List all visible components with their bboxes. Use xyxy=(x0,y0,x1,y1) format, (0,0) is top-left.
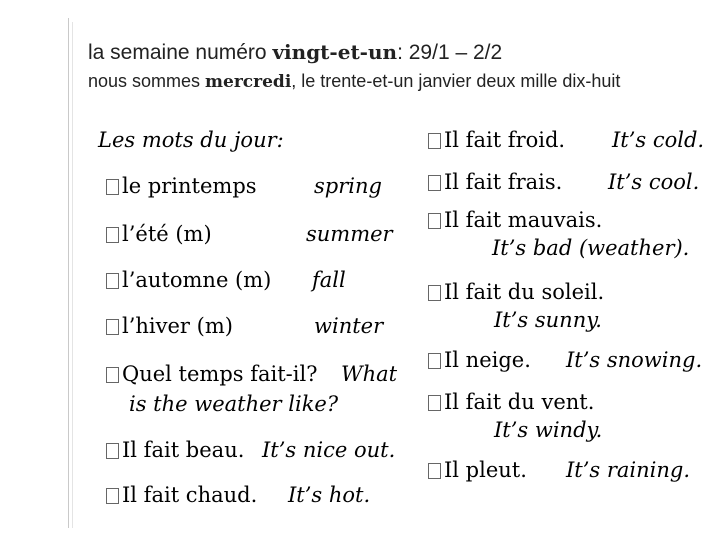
phrase-fr-beau xyxy=(106,438,244,462)
vocab-fr-text: l’hiver (m) xyxy=(122,314,233,338)
vocab-en-spring: spring xyxy=(314,174,382,198)
phrase-en-beau: It’s nice out. xyxy=(262,438,396,462)
bullet-box-icon xyxy=(428,133,441,149)
weather-fr-text: Il neige. xyxy=(444,348,531,372)
vocab-fr-text: le printemps xyxy=(122,174,257,198)
title-prefix: la semaine numéro xyxy=(88,41,273,64)
weather-fr-sunny xyxy=(428,280,604,304)
weather-fr-rain xyxy=(428,458,527,482)
weather-fr-text: Il pleut. xyxy=(444,458,527,482)
weather-en-wind: It’s windy. xyxy=(494,418,603,442)
bullet-box-icon xyxy=(428,213,441,229)
subtitle-prefix: nous sommes xyxy=(88,71,206,91)
bullet-box-icon xyxy=(106,319,119,335)
vocab-fr-winter xyxy=(106,314,233,338)
bullet-box-icon xyxy=(428,285,441,301)
bullet-box-icon xyxy=(106,227,119,243)
bullet-box-icon xyxy=(428,395,441,411)
bullet-box-icon xyxy=(106,273,119,289)
question-fr-text: Quel temps fait-il? xyxy=(122,362,318,386)
weather-fr-wind xyxy=(428,390,594,414)
weather-en-cold: It’s cold. xyxy=(612,128,705,152)
weather-fr-bad xyxy=(428,208,602,232)
bullet-box-icon xyxy=(106,443,119,459)
phrase-en-chaud: It’s hot. xyxy=(288,483,371,507)
question-en-part1: What xyxy=(341,362,398,386)
weather-fr-text: Il fait mauvais. xyxy=(444,208,603,232)
weather-en-snow: It’s snowing. xyxy=(566,348,703,372)
title-dates: : 29/1 – 2/2 xyxy=(397,41,503,64)
title-week-number: vingt-et-un xyxy=(272,40,398,64)
question-fr xyxy=(106,362,317,386)
phrase-fr-text: Il fait chaud. xyxy=(122,483,258,507)
bullet-box-icon xyxy=(428,175,441,191)
section-heading: Les mots du jour: xyxy=(98,128,284,152)
bullet-box-icon xyxy=(428,353,441,369)
vocab-en-winter: winter xyxy=(314,314,384,338)
weather-fr-cool xyxy=(428,170,562,194)
vocab-fr-fall xyxy=(106,268,271,292)
subtitle-date: , le trente-et-un janvier deux mille dix-huit xyxy=(291,71,621,91)
question-en-part2: is the weather like? xyxy=(129,392,339,416)
page-title xyxy=(88,40,502,65)
bullet-box-icon xyxy=(106,179,119,195)
vocab-en-summer: summer xyxy=(306,222,393,246)
weather-fr-text: Il fait du vent. xyxy=(444,390,595,414)
subtitle-day: mercredi xyxy=(205,72,292,92)
weather-en-bad: It’s bad (weather). xyxy=(492,236,690,260)
bullet-box-icon xyxy=(428,463,441,479)
weather-fr-text: Il fait froid. xyxy=(444,128,566,152)
vocab-fr-text: l’été (m) xyxy=(122,222,212,246)
weather-en-rain: It’s raining. xyxy=(566,458,691,482)
left-rule-inner xyxy=(72,22,73,528)
weather-fr-text: Il fait frais. xyxy=(444,170,563,194)
left-rule xyxy=(68,18,69,528)
vocab-fr-summer xyxy=(106,222,212,246)
weather-fr-snow xyxy=(428,348,531,372)
vocab-fr-spring xyxy=(106,174,257,198)
bullet-box-icon xyxy=(106,488,119,504)
bullet-box-icon xyxy=(106,367,119,383)
weather-en-cool: It’s cool. xyxy=(608,170,700,194)
weather-fr-text: Il fait du soleil. xyxy=(444,280,605,304)
weather-fr-cold xyxy=(428,128,565,152)
phrase-fr-text: Il fait beau. xyxy=(122,438,245,462)
weather-en-sunny: It’s sunny. xyxy=(494,308,602,332)
vocab-en-fall: fall xyxy=(312,268,346,292)
vocab-fr-text: l’automne (m) xyxy=(122,268,272,292)
page-subtitle xyxy=(88,71,620,92)
phrase-fr-chaud xyxy=(106,483,257,507)
